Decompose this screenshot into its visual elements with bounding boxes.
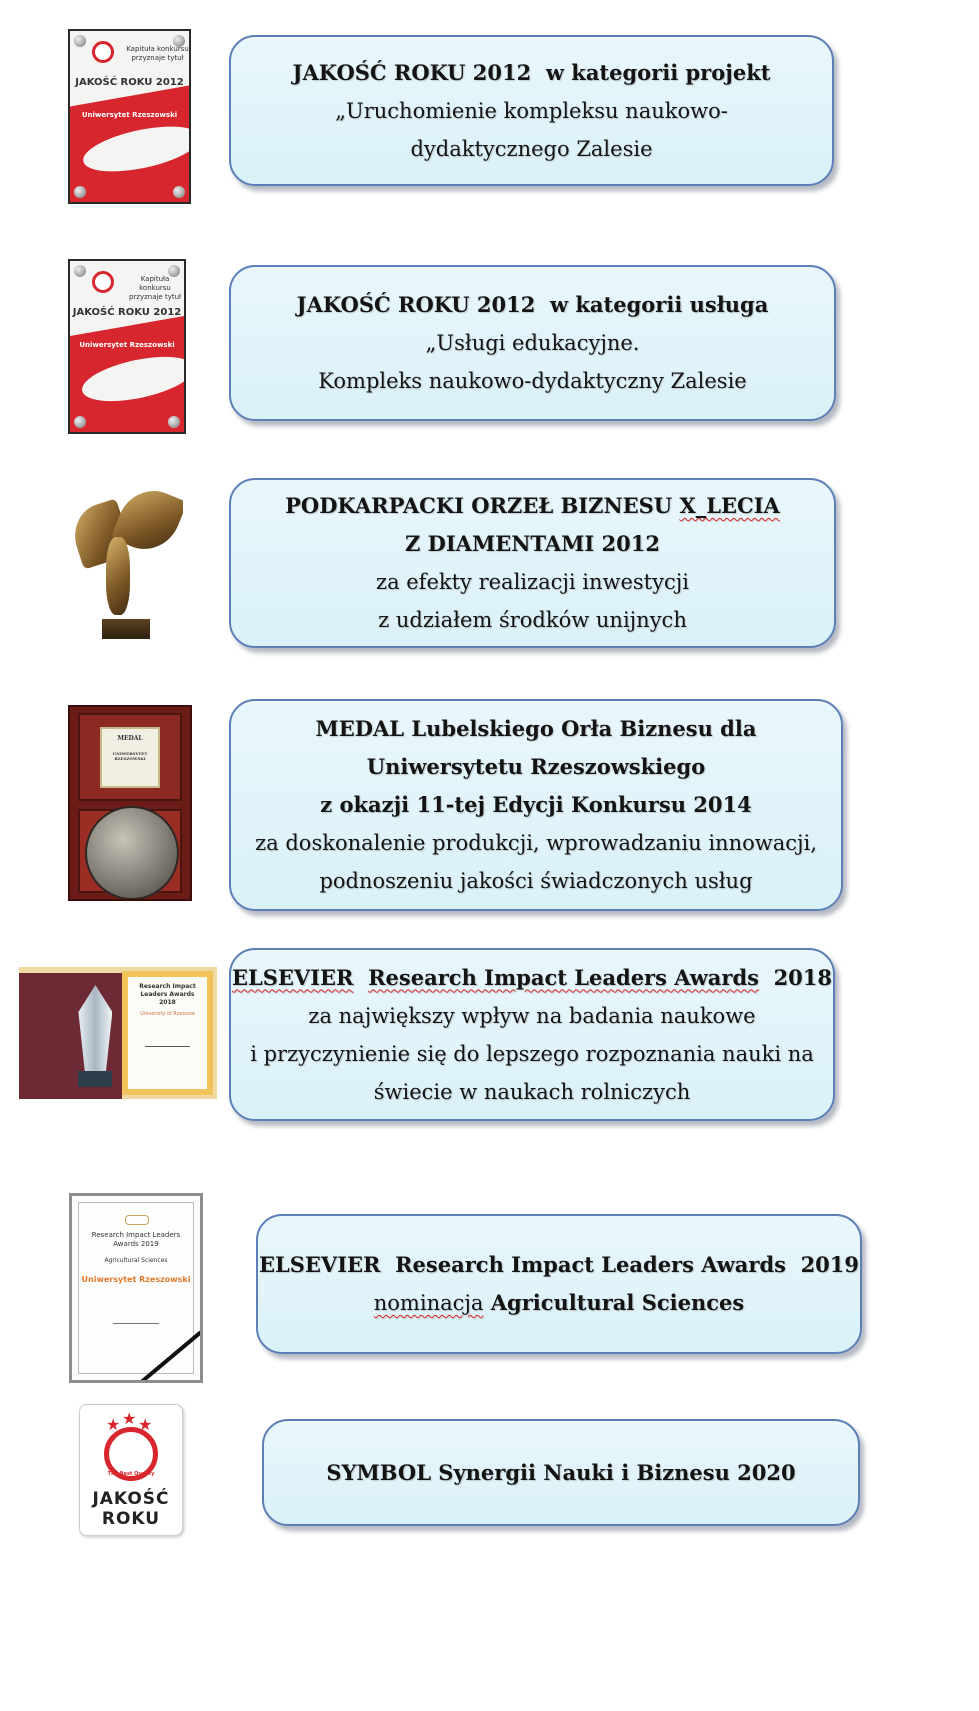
award-text: i przyczynienie się do lepszego rozpoznania nauki na (250, 1041, 814, 1066)
medal-plate-title: MEDAL (117, 734, 143, 742)
award-text: ELSEVIER Research Impact Leaders Awards 2019 (258, 1252, 860, 1277)
award-text: za doskonalenie produkcji, wprowadzaniu innowacji, (255, 831, 817, 855)
award-line (374, 1073, 691, 1111)
award-text: z udziałem środków unijnych (378, 608, 687, 632)
certificate-kapitula-text: Kapituła konkursu przyznaje tytuł (126, 45, 189, 62)
logo-word-roku: ROKU (101, 1509, 161, 1529)
award-line (405, 525, 660, 563)
diploma-heading: Research Impact Leaders Awards 2019 (91, 1231, 181, 1248)
diploma-recipient: Uniwersytet Rzeszowski (81, 1275, 191, 1284)
certificate-kapitula-text: Kapituła konkursu przyznaje tytuł (128, 275, 182, 301)
award-line (285, 487, 780, 525)
award-text: Research Impact Leaders Awards (368, 964, 759, 990)
award-text: „Uruchomienie kompleksu naukowo- (335, 98, 728, 123)
award-box (229, 265, 836, 421)
award-text: Kompleks naukowo-dydaktyczny Zalesie (318, 369, 747, 393)
award-line (376, 563, 689, 601)
award-text: z okazji 11-tej Edycji Konkursu 2014 (320, 792, 752, 817)
medal-box-image (68, 705, 192, 901)
award-line (367, 748, 705, 786)
award-line (426, 324, 640, 362)
award-text: JAKOŚĆ ROKU 2012 w kategorii projekt (292, 59, 771, 85)
award-box (229, 948, 835, 1121)
award-text: Uniwersytetu Rzeszowskiego (366, 754, 706, 779)
award-text: dydaktycznego Zalesie (410, 136, 653, 161)
award-line (335, 92, 728, 130)
award-text: za największy wpływ na badania naukowe (308, 1003, 756, 1028)
elsevier-award-photo (19, 967, 217, 1099)
award-text (353, 965, 368, 990)
award-text: 2018 (758, 964, 833, 990)
elsevier-diploma-image (69, 1193, 203, 1383)
logo-arc-text: The Best Quality (107, 1471, 155, 1477)
elsevier-rings-icon (125, 1215, 149, 1225)
jakosc-roku-certificate-image (68, 259, 186, 434)
award-text: świecie w naukach rolniczych (373, 1079, 691, 1104)
jakosc-roku-certificate-image (68, 29, 191, 204)
award-line (378, 601, 687, 639)
award-text: JAKOŚĆ ROKU 2012 w kategorii usługa (296, 292, 769, 317)
medal-plate-recipient: UNIWERSYTET RZESZOWSKI (112, 750, 148, 761)
award-line (374, 1284, 744, 1322)
eagle-statuette-image (68, 487, 183, 645)
certificate-title: JAKOŚĆ ROKU 2012 (72, 307, 182, 318)
award-text: X_LECIA (679, 493, 780, 518)
jakosc-roku-logo: ★ ★ ★ JAKOŚĆ ROKU The Best Quality (79, 1404, 183, 1536)
award-box (229, 35, 834, 186)
award-box (229, 478, 836, 648)
award-line (319, 862, 752, 900)
certificate-title: JAKOŚĆ ROKU 2012 (75, 77, 184, 88)
award-line (316, 710, 757, 748)
award-line (320, 786, 751, 824)
elsevier-photo-heading: Research Impact Leaders Awards 2018 (139, 983, 196, 1006)
diploma-field: Agricultural Sciences (104, 1257, 168, 1264)
elsevier-photo-recipient: University of Rzeszow (140, 1011, 195, 1017)
award-text: Agricultural Sciences (483, 1290, 745, 1315)
award-text: za efekty realizacji inwestycji (376, 570, 689, 594)
award-box (256, 1214, 862, 1354)
certificate-recipient: Uniwersytet Rzeszowski (79, 341, 175, 349)
award-line (318, 362, 746, 400)
logo-word-jakosc: JAKOŚĆ (92, 1489, 170, 1509)
award-line (410, 130, 652, 168)
award-text: SYMBOL Synergii Nauki i Biznesu 2020 (326, 1459, 796, 1485)
award-text: podnoszeniu jakości świadczonych usług (319, 869, 753, 893)
award-line (250, 1035, 814, 1073)
award-text: PODKARPACKI ORZEŁ BIZNESU (285, 493, 680, 518)
award-line (297, 286, 769, 324)
award-text: nominacja (373, 1291, 484, 1315)
award-box (229, 699, 843, 911)
award-text: Z DIAMENTAMI 2012 (404, 531, 660, 556)
award-line (255, 824, 817, 862)
award-line (293, 54, 771, 92)
certificate-recipient: Uniwersytet Rzeszowski (81, 111, 178, 119)
award-line (232, 959, 832, 997)
award-line (308, 997, 755, 1035)
award-line (259, 1246, 859, 1284)
award-text: „Usługi edukacyjne. (425, 331, 640, 355)
medal-icon (85, 806, 179, 900)
award-line (326, 1454, 795, 1492)
award-box (262, 1419, 860, 1526)
award-text: ELSEVIER (231, 964, 354, 990)
award-text: MEDAL Lubelskiego Orła Biznesu dla (315, 716, 757, 741)
